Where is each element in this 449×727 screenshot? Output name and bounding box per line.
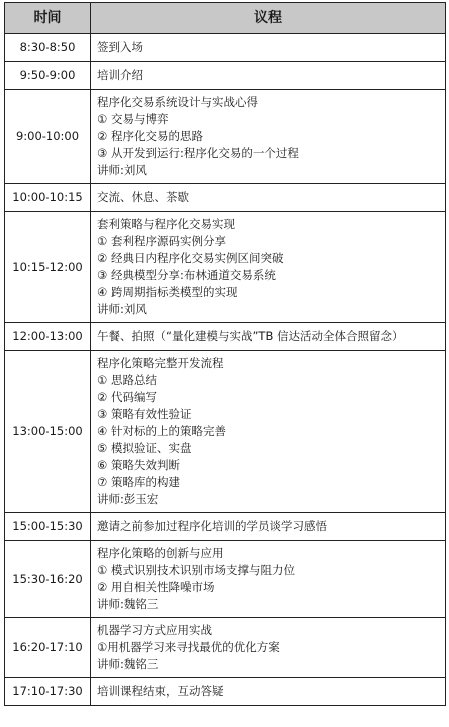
session-time: 10:00-10:15 — [5, 184, 91, 212]
agenda-title: 套利策略与程序化交易实现 — [97, 217, 235, 231]
session-agenda — [91, 351, 446, 513]
agenda-line: 讲师:彭玉宏 — [97, 492, 159, 506]
agenda-line: ② 用自相关性降噪市场 — [97, 580, 215, 594]
agenda-line: ① 模式识别技术识别市场支撑与阻力位 — [97, 563, 295, 577]
agenda-line: ③ 策略有效性验证 — [97, 407, 192, 421]
time-column-header: 时间 — [5, 3, 91, 34]
session-agenda — [91, 513, 446, 541]
agenda-title: 培训介绍 — [97, 68, 143, 82]
agenda-title: 邀请之前参加过程序化培训的学员谈学习感悟 — [97, 519, 327, 533]
agenda-title: 培训课程结束，互动答疑 — [97, 684, 224, 698]
session-time: 10:15-12:00 — [5, 212, 91, 323]
agenda-line: ① 套利程序源码实例分享 — [97, 234, 226, 248]
session-time: 13:00-15:00 — [5, 351, 91, 513]
session-agenda — [91, 618, 446, 678]
table-row — [5, 678, 446, 706]
agenda-title: 签到入场 — [97, 40, 143, 54]
session-time: 8:30-8:50 — [5, 34, 91, 62]
session-agenda — [91, 212, 446, 323]
agenda-line: ③ 经典模型分享:布林通道交易系统 — [97, 268, 276, 282]
table-row — [5, 212, 446, 323]
session-time: 12:00-13:00 — [5, 323, 91, 351]
session-time: 15:00-15:30 — [5, 513, 91, 541]
table-row — [5, 323, 446, 351]
session-agenda — [91, 323, 446, 351]
agenda-line: ⑥ 策略失效判断 — [97, 458, 180, 472]
schedule-body — [5, 34, 446, 706]
table-row — [5, 541, 446, 618]
agenda-title: 午餐、拍照（“量化建模与实战”TB 信达活动全体合照留念） — [97, 329, 404, 343]
agenda-line: ① 思路总结 — [97, 373, 157, 387]
agenda-title: 程序化策略完整开发流程 — [97, 356, 224, 370]
session-agenda — [91, 184, 446, 212]
session-time: 9:50-9:00 — [5, 62, 91, 90]
agenda-line: 讲师:刘风 — [97, 302, 147, 316]
table-row — [5, 184, 446, 212]
agenda-line: 讲师:魏铭三 — [97, 597, 159, 611]
session-agenda — [91, 678, 446, 706]
session-time: 15:30-16:20 — [5, 541, 91, 618]
schedule-table — [4, 2, 446, 706]
table-header-row — [5, 3, 446, 34]
table-row — [5, 513, 446, 541]
agenda-line: ④ 跨周期指标类模型的实现 — [97, 285, 238, 299]
agenda-line: ⑦ 策略库的构建 — [97, 475, 180, 489]
agenda-line: ③ 从开发到运行:程序化交易的一个过程 — [97, 146, 299, 160]
session-agenda — [91, 541, 446, 618]
agenda-line: ② 代码编写 — [97, 390, 157, 404]
table-row — [5, 90, 446, 184]
schedule-document — [4, 2, 445, 706]
agenda-line: ① 交易与博弈 — [97, 112, 169, 126]
agenda-column-header: 议程 — [91, 3, 446, 34]
session-time: 17:10-17:30 — [5, 678, 91, 706]
agenda-line: ⑤ 模拟验证、实盘 — [97, 441, 192, 455]
table-row — [5, 62, 446, 90]
agenda-title: 程序化交易系统设计与实战心得 — [97, 95, 258, 109]
session-time: 16:20-17:10 — [5, 618, 91, 678]
table-row — [5, 34, 446, 62]
table-row — [5, 618, 446, 678]
agenda-line: ② 程序化交易的思路 — [97, 129, 203, 143]
session-agenda — [91, 62, 446, 90]
agenda-line: ④ 针对标的上的策略完善 — [97, 424, 226, 438]
agenda-title: 机器学习方式应用实战 — [97, 623, 212, 637]
session-time: 9:00-10:00 — [5, 90, 91, 184]
table-row — [5, 351, 446, 513]
agenda-line: ①用机器学习来寻找最优的优化方案 — [97, 640, 280, 654]
agenda-line: ② 经典日内程序化交易实例区间突破 — [97, 251, 284, 265]
session-agenda — [91, 90, 446, 184]
agenda-line: 讲师:刘风 — [97, 163, 147, 177]
agenda-title: 程序化策略的创新与应用 — [97, 546, 224, 560]
session-agenda — [91, 34, 446, 62]
agenda-title: 交流、休息、茶歇 — [97, 190, 189, 204]
agenda-line: 讲师:魏铭三 — [97, 657, 159, 671]
